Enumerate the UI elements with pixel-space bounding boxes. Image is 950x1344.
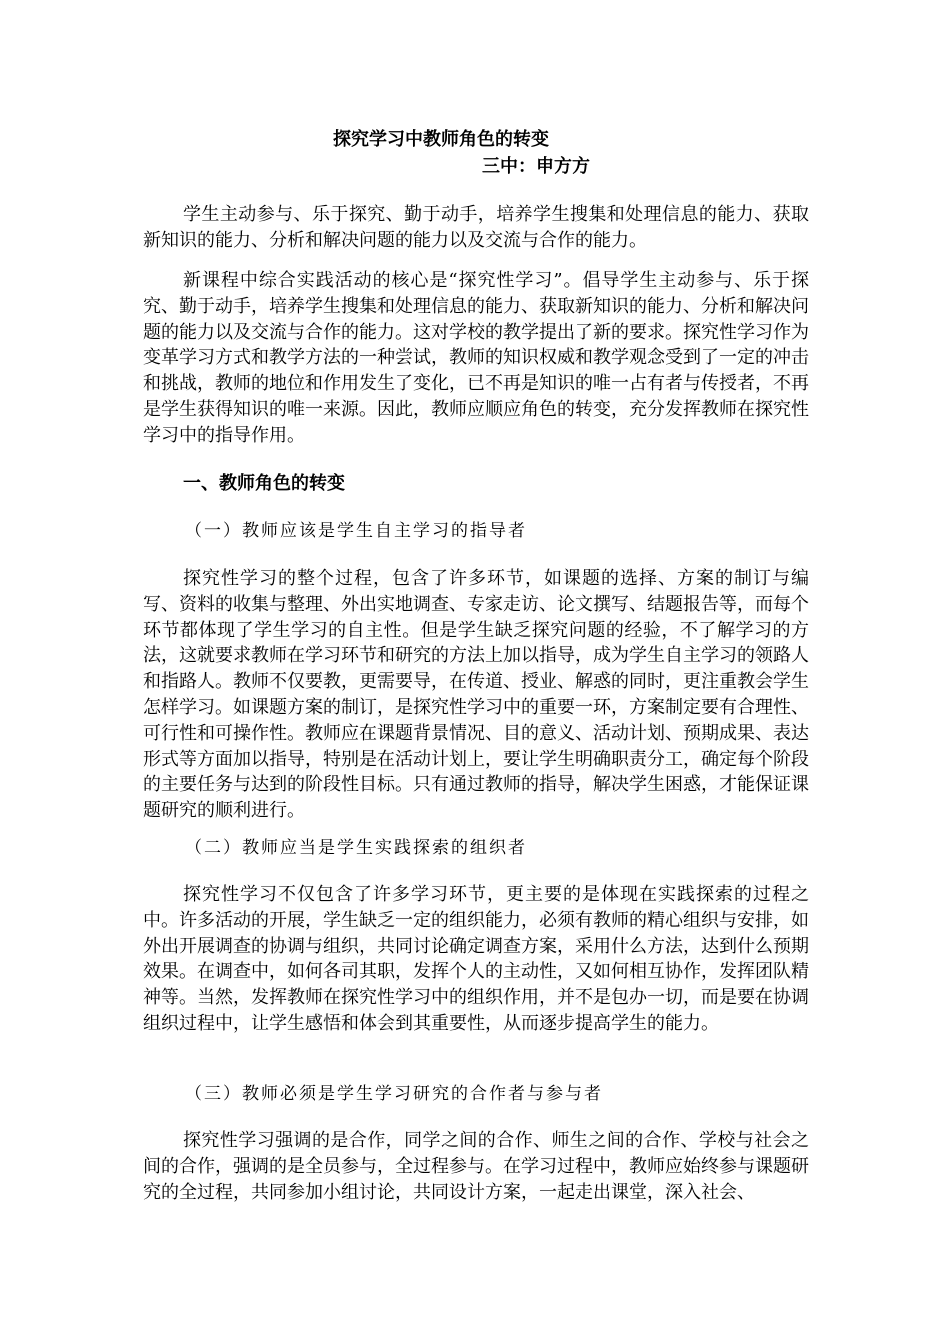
subsection-heading-1: （一）教师应该是学生自主学习的指导者: [185, 521, 527, 541]
intro-paragraph-1: 学生主动参与、乐于探究、勤于动手，培养学生搜集和处理信息的能力、获取新知识的能力、分析和解决问题的能力以及交流与合作的能力。: [143, 204, 809, 251]
document-author: 三中：申方方: [482, 156, 590, 177]
subsection-heading-3: （三）教师必须是学生学习研究的合作者与参与者: [185, 1084, 603, 1104]
subsection-heading-2: （二）教师应当是学生实践探索的组织者: [185, 838, 527, 858]
subsection-paragraph-2: 探究性学习不仅包含了许多学习环节，更主要的是体现在实践探索的过程之中。许多活动的开展，学生缺乏一定的组织能力，必须有教师的精心组织与安排，如外出开展调查的协调与组织，共同讨论确定调查方案，采用什么方法，达到什么预期效果。在调查中，如何各司其职，发挥个人的主动性，又如何相互协作，发挥团队精神等。当然，发挥教师在探究性学习中的组织作用，并不是包办一切，而是要在协调组织过程中，让学生感悟和体会到其重要性，从而逐步提高学生的能力。: [143, 884, 809, 1034]
section-heading-1: 一、教师角色的转变: [183, 473, 345, 494]
subsection-paragraph-1: 探究性学习的整个过程，包含了许多环节，如课题的选择、方案的制订与编写、资料的收集与整理、外出实地调查、专家走访、论文撰写、结题报告等，而每个环节都体现了学生学习的自主性。但是学生缺乏探究问题的经验，不了解学习的方法，这就要求教师在学习环节和研究的方法上加以指导，成为学生自主学习的领路人和指路人。教师不仅要教，更需要导，在传道、授业、解惑的同时，更注重教会学生怎样学习。如课题方案的制订，是探究性学习中的重要一环，方案制定要有合理性、可行性和可操作性。教师应在课题背景情况、目的意义、活动计划、预期成果、表达形式等方面加以指导，特别是在活动计划上，要让学生明确职责分工，确定每个阶段的主要任务与达到的阶段性目标。只有通过教师的指导，解决学生困惑，才能保证课题研究的顺利进行。: [143, 568, 809, 822]
intro-paragraph-2: 新课程中综合实践活动的核心是“探究性学习”。倡导学生主动参与、乐于探究、勤于动手，培养学生搜集和处理信息的能力、获取新知识的能力、分析和解决问题的能力以及交流与合作的能力。这对学校的教学提出了新的要求。探究性学习作为变革学习方式和教学方法的一种尝试，教师的知识权威和教学观念受到了一定的冲击和挑战，教师的地位和作用发生了变化，已不再是知识的唯一占有者与传授者，不再是学生获得知识的唯一来源。因此，教师应顺应角色的转变，充分发挥教师在探究性学习中的指导作用。: [143, 270, 809, 446]
document-title: 探究学习中教师角色的转变: [333, 129, 549, 150]
subsection-paragraph-3: 探究性学习强调的是合作，同学之间的合作、师生之间的合作、学校与社会之间的合作，强调的是全员参与，全过程参与。在学习过程中，教师应始终参与课题研究的全过程，共同参加小组讨论，共同设计方案，一起走出课堂，深入社会、: [143, 1130, 809, 1203]
